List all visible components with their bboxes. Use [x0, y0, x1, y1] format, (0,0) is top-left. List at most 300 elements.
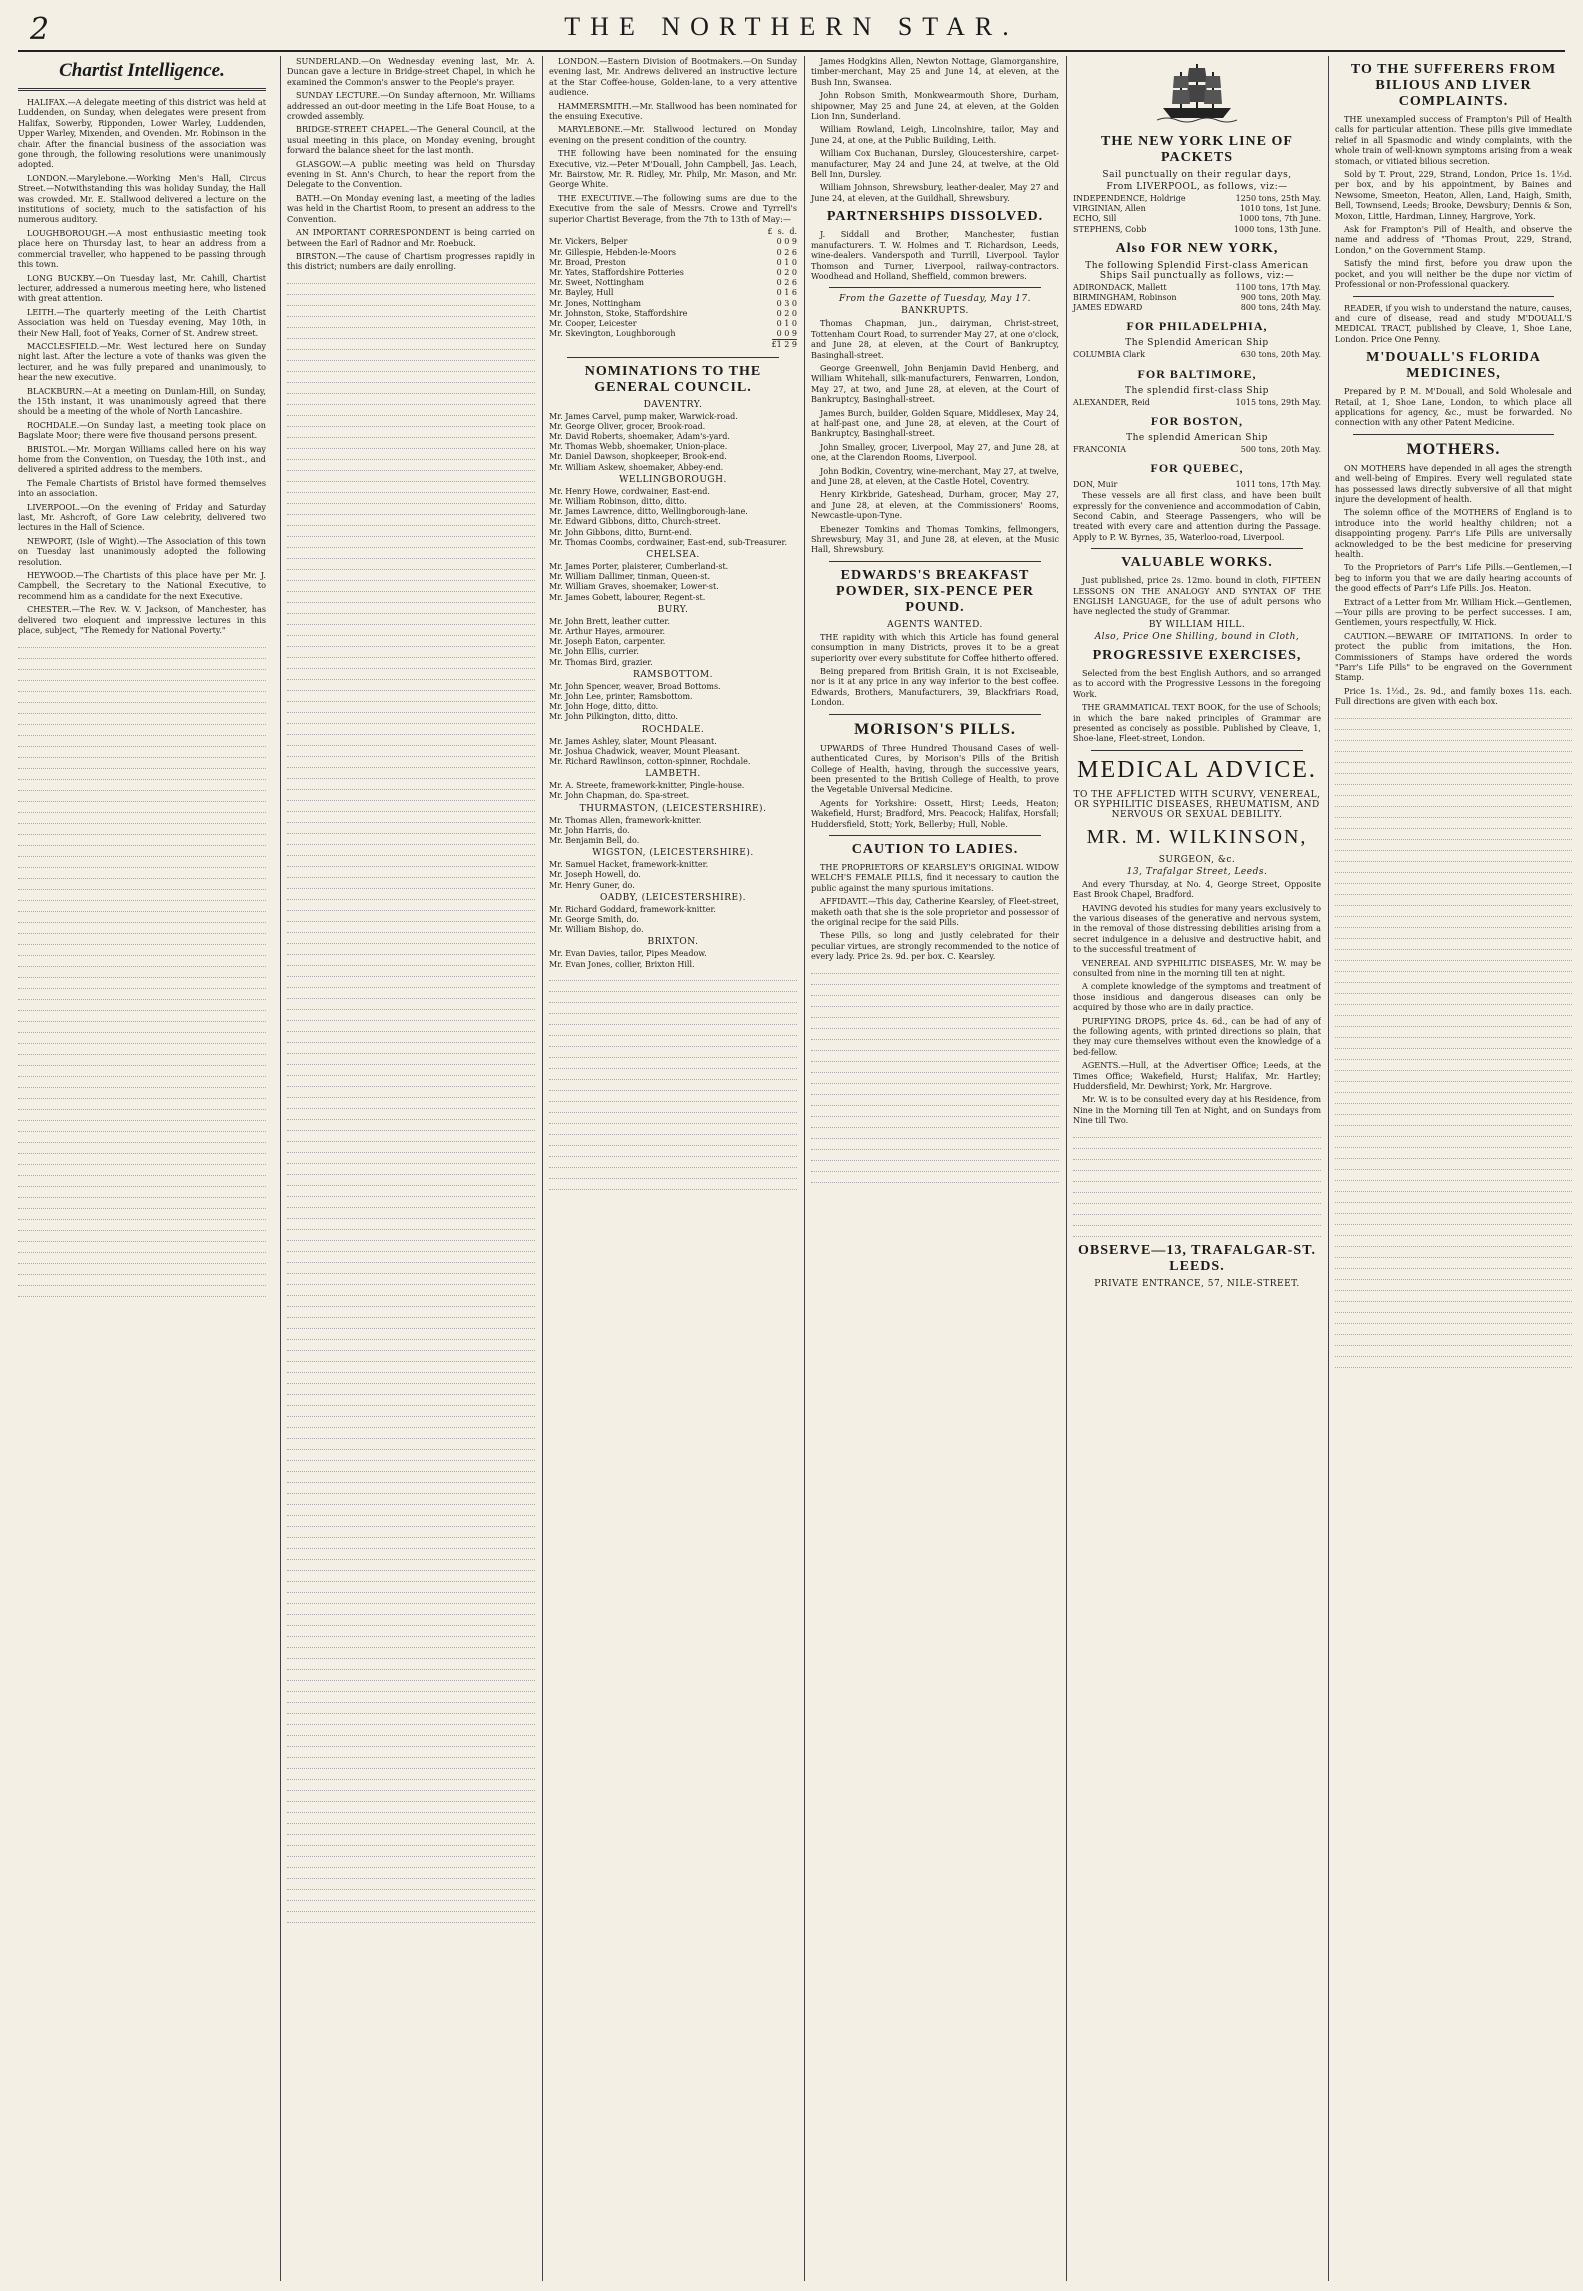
- text-line: [18, 771, 266, 780]
- text-line: [287, 319, 535, 328]
- text-line: [18, 1079, 266, 1088]
- newspaper-title: THE NORTHERN STAR.: [564, 12, 1019, 41]
- partnerships-text: J. Siddall and Brother, Manchester, fustian manufacturers. T. W. Holmes and T. Richardson, Leeds, wine-dealers. Vanderspoth and Turrill, Liverpool. Taylor Thomson and Turner, Liverpool, railway-contractors. Woodhead and Holland, Sheffield, common brewers.: [811, 229, 1059, 281]
- text-line: [287, 1837, 535, 1846]
- text-line: [287, 1848, 535, 1857]
- report-paragraph: NEWPORT, (Isle of Wight).—The Association of this town on Tuesday last unanimously adopted the following resolution.: [18, 535, 266, 567]
- ad-paragraph: Being prepared from British Grain, it is not Exciseable, nor is it at any price in any way inferior to the best coffee. Edwards, Brothers, Manufacturers, 39, Blackfriars Road, London.: [811, 666, 1059, 708]
- text-line: [287, 1606, 535, 1615]
- text-line: [287, 1023, 535, 1032]
- text-line: [18, 1013, 266, 1022]
- text-line: [287, 1573, 535, 1582]
- text-line: [287, 1342, 535, 1351]
- text-line: [287, 990, 535, 999]
- nomination-entry: Mr. Thomas Allen, framework-knitter.: [549, 815, 702, 825]
- text-line: [549, 1104, 797, 1113]
- text-line: [18, 1211, 266, 1220]
- text-line: [1335, 1139, 1572, 1148]
- text-line: [287, 1881, 535, 1890]
- text-line: [1335, 1282, 1572, 1291]
- text-line: [287, 440, 535, 449]
- nomination-entry: Mr. John Gibbons, ditto, Burnt-end.: [549, 527, 692, 537]
- nomination-place: DAVENTRY.: [643, 399, 703, 410]
- text-line: [18, 1134, 266, 1143]
- nomination-place: CHELSEA.: [646, 549, 700, 560]
- ship-list-1: [1073, 194, 1321, 235]
- text-line: [18, 859, 266, 868]
- surgeon-title: SURGEON, &c.: [1158, 854, 1236, 865]
- medical-text: [1073, 879, 1321, 1237]
- text-line: [811, 1042, 1059, 1051]
- mothers-ad: [1335, 463, 1572, 1368]
- ad-paragraph: Price 1s. 1½d., 2s. 9d., and family boxes 11s. each. Full directions are given with each box.: [1335, 685, 1572, 707]
- private-entrance: PRIVATE ENTRANCE, 57, NILE-STREET.: [1094, 1278, 1300, 1289]
- text-line: [287, 1562, 535, 1571]
- text-line: [287, 627, 535, 636]
- readers-text: READER, if you wish to understand the nature, causes, and cure of disease, read and study M'DOUALL'S MEDICAL TRACT, published by Cleave, 1, Shoe Lane, London. Price One Penny.: [1335, 302, 1572, 344]
- report-paragraph: AN IMPORTANT CORRESPONDENT is being carried on between the Earl of Radnor and Mr. Roebuck.: [287, 227, 535, 248]
- passage-text: These vessels are all first class, and have been built expressly for the convenience and accommodation of Cabin, Second Cabin, and Steerage Passengers, who will be treated with every care and attention during the Passage. Apply to P. W. Byrnes, 35, Waterloo-road, Liverpool.: [1073, 490, 1321, 542]
- morisons-pills-heading: MORISON'S PILLS.: [854, 720, 1016, 738]
- text-line: [287, 1386, 535, 1395]
- text-line: [1335, 1238, 1572, 1247]
- sum-row: Mr. Skevington, Loughborough 0 0 9: [549, 329, 797, 339]
- text-line: [18, 1090, 266, 1099]
- text-line: [1073, 1184, 1321, 1193]
- text-line: [287, 484, 535, 493]
- text-line: [18, 1277, 266, 1286]
- text-line: [18, 650, 266, 659]
- text-line: [18, 826, 266, 835]
- ship-row: ECHO, Sill 1000 tons, 7th June.: [1073, 214, 1321, 224]
- chartist-reports-continued: [287, 56, 535, 1923]
- text-line: [287, 1551, 535, 1560]
- text-line: [287, 341, 535, 350]
- text-line: [18, 705, 266, 714]
- nomination-entry: Mr. Samuel Hacket, framework-knitter.: [549, 860, 709, 870]
- nomination-entry: Mr. Richard Goddard, framework-knitter.: [549, 904, 716, 914]
- text-line: [287, 1364, 535, 1373]
- pills-ad: [811, 743, 1059, 829]
- text-line: [287, 1287, 535, 1296]
- report-paragraph: HEYWOOD.—The Chartists of this place have per Mr. J. Campbell, the Secretary to the National Executive, to recommend him as a candidate for the next Executive.: [18, 570, 266, 601]
- ship-row: DON, Muir 1011 tons, 17th May.: [1073, 480, 1321, 490]
- text-line: [287, 495, 535, 504]
- text-line: [287, 957, 535, 966]
- text-line: [18, 727, 266, 736]
- text-line: [1335, 1040, 1572, 1049]
- sum-row: Mr. Gillespie, Hebden-le-Moors 0 2 6: [549, 247, 797, 257]
- text-line: [18, 1145, 266, 1154]
- text-line: [549, 1016, 797, 1025]
- text-line: [287, 330, 535, 339]
- text-line: [287, 924, 535, 933]
- observe-line: OBSERVE—13, TRAFALGAR-ST. LEEDS.: [1077, 1242, 1317, 1274]
- text-line: [1335, 809, 1572, 818]
- also-new-york-sub: The following Splendid First-class American Ships Sail punctually as follows, viz:—: [1085, 260, 1309, 281]
- ad-paragraph: CAUTION.—BEWARE OF IMITATIONS. In order to protect the public from imitations, the Hon. Commissioners of Stamps have ordered the words "Parr's Life Pills" to be engraved on the Government Stamp.: [1335, 630, 1572, 683]
- text-line: [1335, 754, 1572, 763]
- text-line: [287, 1012, 535, 1021]
- text-line: [1335, 1359, 1572, 1368]
- text-line: [1335, 820, 1572, 829]
- text-line: [287, 308, 535, 317]
- nomination-entry: Mr. Thomas Webb, shoemaker, Union-place.: [549, 442, 728, 452]
- text-line: [1335, 1315, 1572, 1324]
- ad-paragraph: AGENTS.—Hull, at the Advertiser Office; Leeds, at the Times Office; Wakefield, Hurst; Halifax, Mr. Hartley; Huddersfield, Mr. Dewhirst; York, Mr. Hargrove.: [1073, 1060, 1321, 1092]
- text-line: [287, 1100, 535, 1109]
- text-line: [287, 275, 535, 284]
- text-line: [287, 847, 535, 856]
- text-line: [287, 704, 535, 713]
- text-line: [18, 1266, 266, 1275]
- text-line: [18, 716, 266, 725]
- text-line: [811, 1075, 1059, 1084]
- nomination-entry: Mr. John Ellis, currier.: [549, 647, 639, 657]
- text-line: [549, 1181, 797, 1190]
- text-line: [18, 694, 266, 703]
- text-line: [287, 1738, 535, 1747]
- text-line: [1335, 1216, 1572, 1225]
- sum-row: Mr. Bayley, Hull 0 1 6: [549, 288, 797, 298]
- text-line: [287, 1265, 535, 1274]
- report-paragraph: BRISTOL.—Mr. Morgan Williams called here on his way home from the Convention, on Tuesday, the 10th inst., and delivered a spirited address to the members.: [18, 443, 266, 475]
- mothers-heading: MOTHERS.: [1406, 440, 1501, 458]
- report-paragraph: BRIDGE-STREET CHAPEL.—The General Council, at the usual meeting in this place, on Monday evening, brought forward the balance sheet for the last month.: [287, 124, 535, 156]
- nomination-entry: Mr. John Lee, printer, Ramsbottom.: [549, 692, 693, 701]
- text-line: [18, 947, 266, 956]
- text-line: [1335, 1128, 1572, 1137]
- report-paragraph: The Female Chartists of Bristol have formed themselves into an association.: [18, 477, 266, 499]
- text-line: [287, 583, 535, 592]
- nomination-place: BRIXTON.: [647, 937, 699, 948]
- nomination-entry: Mr. A. Streete, framework-knitter, Pingle-house.: [549, 781, 745, 791]
- text-line: [18, 903, 266, 912]
- text-line: [18, 760, 266, 769]
- nomination-place: ROCHDALE.: [641, 724, 705, 735]
- text-line: [287, 1804, 535, 1813]
- text-line: [18, 1156, 266, 1165]
- sums-header: £ s. d.: [767, 227, 797, 237]
- text-line: [18, 980, 266, 989]
- text-line: [549, 1082, 797, 1091]
- gazette-heading: From the Gazette of Tuesday, May 17.: [839, 294, 1031, 305]
- text-line: [287, 473, 535, 482]
- destination-heading: FOR PHILADELPHIA,: [1126, 319, 1268, 334]
- bankrupt-entry: John Bodkin, Coventry, wine-merchant, May 27, at twelve, and June 28, at eleven, at the Castle Hotel, Coventry.: [811, 465, 1059, 486]
- text-line: [287, 1111, 535, 1120]
- text-line: [287, 1639, 535, 1648]
- text-line: [18, 782, 266, 791]
- text-line: [287, 297, 535, 306]
- destinations: [1073, 319, 1321, 490]
- nomination-entry: Mr. William Robinson, ditto, ditto.: [549, 496, 687, 506]
- text-line: [18, 1101, 266, 1110]
- ad-paragraph: THE rapidity with which this Article has found general consumption in many Districts, proves it to be a great superiority over every substitute for Coffee hitherto offered.: [811, 631, 1059, 663]
- text-line: [18, 1123, 266, 1132]
- text-line: [549, 983, 797, 992]
- text-line: [1335, 842, 1572, 851]
- text-line: [287, 605, 535, 614]
- report-paragraph: HAMMERSMITH.—Mr. Stallwood has been nominated for the ensuing Executive.: [549, 100, 797, 122]
- text-line: [549, 1170, 797, 1179]
- text-line: [18, 639, 266, 648]
- text-line: [18, 1057, 266, 1066]
- text-line: [18, 1244, 266, 1253]
- text-line: [287, 1078, 535, 1087]
- nomination-place: THURMASTON, (LEICESTERSHIRE).: [579, 803, 767, 814]
- text-line: [287, 286, 535, 295]
- text-line: [811, 1053, 1059, 1062]
- text-line: [1073, 1195, 1321, 1204]
- text-line: [1335, 1117, 1572, 1126]
- bankruptcy-notices: [811, 56, 1059, 203]
- valuable-works-heading: VALUABLE WORKS.: [1121, 555, 1273, 571]
- nomination-entry: Mr. Thomas Bird, grazier.: [549, 657, 653, 667]
- text-line: [287, 1782, 535, 1791]
- sum-row: Mr. Yates, Staffordshire Potteries 0 2 0: [549, 267, 797, 277]
- text-line: [549, 1071, 797, 1080]
- report-paragraph: LONDON.—Eastern Division of Bootmakers.—On Sunday evening last, Mr. Andrews delivered an instructive lecture at the Star Coffee-house, Golden-lane, to a very attentive audience.: [549, 56, 797, 98]
- powder-ad: [811, 632, 1059, 708]
- text-line: [287, 1067, 535, 1076]
- text-line: [18, 1046, 266, 1055]
- text-line: [287, 1166, 535, 1175]
- text-line: [287, 374, 535, 383]
- ship-row: ADIRONDACK, Mallett 1100 tons, 17th May.: [1073, 282, 1321, 292]
- text-line: [287, 1617, 535, 1626]
- nomination-place: BURY.: [657, 604, 689, 615]
- bilious-heading: TO THE SUFFERERS FROM BILIOUS AND LIVER COMPLAINTS.: [1350, 62, 1557, 109]
- nomination-entry: Mr. Thomas Coombs, cordwainer, East-end, sub-Treasurer.: [549, 537, 788, 547]
- ship-row: BIRMINGHAM, Robinson 900 tons, 20th May.: [1073, 293, 1321, 303]
- nomination-entry: Mr. Evan Jones, collier, Brixton Hill.: [549, 959, 695, 969]
- text-line: [549, 1027, 797, 1036]
- text-line: [811, 1108, 1059, 1117]
- text-line: [18, 793, 266, 802]
- bankrupt-entry: Ebenezer Tomkins and Thomas Tomkins, fellmongers, Shrewsbury, May 31, and June 28, at eleven, at the Music Hall, Shrewsbury.: [811, 523, 1059, 555]
- nomination-entry: Mr. James Gobett, labourer, Regent-st.: [549, 592, 706, 602]
- text-line: [287, 913, 535, 922]
- masthead: [18, 10, 1565, 52]
- nomination-entry: Mr. Henry Howe, cordwainer, East-end.: [549, 486, 710, 496]
- report-paragraph: BATH.—On Monday evening last, a meeting of the ladies was held in the Chartist Room, to present an address to the Convention.: [287, 192, 535, 224]
- caution-ad: [811, 862, 1059, 1183]
- text-line: [287, 1914, 535, 1923]
- partnerships-heading: PARTNERSHIPS DISSOLVED.: [826, 209, 1044, 225]
- report-paragraph: MACCLESFIELD.—Mr. West lectured here on Sunday night last. After the lecture a vote of thanks was given the lecturer, and he was fully prepared and unanimously, to hear the new executive.: [18, 340, 266, 383]
- text-line: [18, 661, 266, 670]
- nomination-entry: Mr. Joseph Howell, do.: [549, 870, 641, 880]
- ad-paragraph: UPWARDS of Three Hundred Thousand Cases of well-authenticated Cures, by Morison's Pills of the British College of Health, having, through the successive years, been presented to the British College of Health, to prove the Vegetable Universal Medicine.: [811, 742, 1059, 795]
- bankrupts-heading: BANKRUPTS.: [901, 306, 969, 317]
- report-paragraph: MARYLEBONE.—Mr. Stallwood lectured on Monday evening on the present condition of the country.: [549, 124, 797, 145]
- text-line: [287, 418, 535, 427]
- text-line: [18, 848, 266, 857]
- text-line: [18, 914, 266, 923]
- nominations-list: [549, 400, 797, 1190]
- notice-paragraph: William Rowland, Leigh, Lincolnshire, tailor, May and June 24, at one, at the Public Building, Leith.: [811, 124, 1059, 145]
- text-line: [287, 836, 535, 845]
- text-line: [287, 616, 535, 625]
- text-line: [1335, 1227, 1572, 1236]
- text-line: [549, 1148, 797, 1157]
- nomination-entry: Mr. Henry Guner, do.: [549, 880, 635, 890]
- doctor-name: MR. M. WILKINSON,: [1086, 825, 1308, 848]
- ad-paragraph: And every Thursday, at No. 4, George Street, Opposite East Brook Chapel, Bradford.: [1073, 878, 1321, 900]
- also-new-york: Also FOR NEW YORK,: [1115, 240, 1279, 256]
- text-line: [287, 1694, 535, 1703]
- text-line: [1335, 941, 1572, 950]
- ad-paragraph: AFFIDAVIT.—This day, Catherine Kearsley, of Fleet-street, maketh oath that she is the sole proprietor and possessor of the original recipe for the said Pills.: [811, 896, 1059, 927]
- text-line: [18, 1178, 266, 1187]
- text-line: [1073, 1228, 1321, 1237]
- nomination-entry: Mr. Joshua Chadwick, weaver, Mount Pleasant.: [549, 746, 740, 756]
- nomination-entry: Mr. William Bishop, do.: [549, 925, 644, 935]
- agents-wanted: AGENTS WANTED.: [887, 619, 983, 630]
- text-line: [287, 1474, 535, 1483]
- text-line: [287, 671, 535, 680]
- text-line: [287, 1463, 535, 1472]
- ad-paragraph: Sold by T. Prout, 229, Strand, London, Price 1s. 1½d. per box, and by his appointment, by Baines and Newsome, Smeeton, Heaton, Allen, Land, Haigh, Smith, Bell, Townsend, Leeds; Brooke, Dewsbury; Dennis & Son, Moxon, Little, Hardman, Linney, Hargrove, York.: [1335, 169, 1572, 221]
- text-line: [1335, 1326, 1572, 1335]
- text-line: [287, 1298, 535, 1307]
- ad-paragraph: The solemn office of the MOTHERS of England is to introduce into the world healthy children; not a disappointing progeny. Parr's Life Pills are universally acknowledged to be the best medicine for preserving health.: [1335, 507, 1572, 559]
- nomination-entry: Mr. Daniel Dawson, shopkeeper, Brook-end.: [549, 452, 727, 462]
- text-line: [18, 1288, 266, 1297]
- text-line: [287, 693, 535, 702]
- text-line: [287, 1595, 535, 1604]
- text-line: [1335, 1007, 1572, 1016]
- text-line: [18, 1189, 266, 1198]
- text-line: [1335, 1073, 1572, 1082]
- page-number: 2: [30, 12, 50, 47]
- text-line: [287, 550, 535, 559]
- ad-paragraph: THE PROPRIETORS OF KEARSLEY'S ORIGINAL WIDOW WELCH'S FEMALE PILLS, find it necessary to caution the public against the many spurious imitations.: [811, 861, 1059, 893]
- text-line: [287, 1892, 535, 1901]
- nomination-entry: Mr. William Askew, shoemaker, Abbey-end.: [549, 462, 724, 472]
- report-paragraph: GLASGOW.—A public meeting was held on Thursday evening in St. Ann's Church, to hear the report from the Delegate to the Convention.: [287, 158, 535, 190]
- text-line: [811, 1020, 1059, 1029]
- text-line: [18, 881, 266, 890]
- text-line: [549, 1126, 797, 1135]
- text-line: [1335, 1183, 1572, 1192]
- text-line: [287, 539, 535, 548]
- text-line: [287, 1188, 535, 1197]
- text-line: [811, 1141, 1059, 1150]
- ad-paragraph: HAVING devoted his studies for many years exclusively to the various diseases of the generative and nervous system, in the removal of those distressing debilities arising from a secret indulgence in a delusive and destructive habit, and to the successful treatment of: [1073, 902, 1321, 955]
- text-line: [1335, 908, 1572, 917]
- nomination-entry: Mr. George Smith, do.: [549, 915, 639, 925]
- text-line: [18, 870, 266, 879]
- text-line: [287, 1375, 535, 1384]
- florida-text: Prepared by P. M. M'Douall, and Sold Wholesale and Retail, at 1, Shoe Lane, London, to which place all applications for agency, &c., must be forwarded. No connection with any other Patent Medicine.: [1335, 386, 1572, 428]
- text-line: [287, 1716, 535, 1725]
- nomination-entry: Mr. John Spencer, weaver, Broad Bottoms.: [549, 681, 721, 691]
- text-line: [549, 1093, 797, 1102]
- text-line: [549, 972, 797, 981]
- nomination-entry: Mr. Benjamin Bell, do.: [549, 836, 640, 846]
- text-line: [287, 715, 535, 724]
- ad-paragraph: Extract of a Letter from Mr. William Hick.—Gentlemen,—Your pills are proving to be perfect successes. I am, Gentlemen, yours respectfully, W. Hick.: [1335, 596, 1572, 628]
- text-line: [287, 1507, 535, 1516]
- nomination-entry: Mr. David Roberts, shoemaker, Adam's-yard.: [549, 431, 730, 441]
- text-line: [287, 572, 535, 581]
- destination-sub: The splendid American Ship: [1126, 432, 1268, 443]
- text-line: [287, 1210, 535, 1219]
- text-line: [287, 561, 535, 570]
- text-line: [1073, 1140, 1321, 1149]
- text-line: [811, 1064, 1059, 1073]
- text-line: [287, 1727, 535, 1736]
- nomination-entry: Mr. Richard Rawlinson, cotton-spinner, Rochdale.: [549, 757, 751, 767]
- works-author: BY WILLIAM HILL.: [1148, 619, 1246, 630]
- text-line: [811, 1152, 1059, 1161]
- ship-row: STEPHENS, Cobb 1000 tons, 13th June.: [1073, 224, 1321, 234]
- text-line: [287, 1441, 535, 1450]
- text-line: [287, 517, 535, 526]
- chartist-intelligence-heading: Chartist Intelligence.: [59, 60, 225, 81]
- text-line: [1335, 996, 1572, 1005]
- text-line: [1073, 1173, 1321, 1182]
- text-line: [287, 1056, 535, 1065]
- text-line: [287, 792, 535, 801]
- text-line: [287, 1496, 535, 1505]
- text-line: [287, 528, 535, 537]
- ad-paragraph: THE unexampled success of Frampton's Pill of Health calls for particular attention. These pills give immediate relief in all Spasmodic and windy complaints, with the whole train of well-known symptoms arising from a weak stomach, or vitiated bilious secretion.: [1335, 114, 1572, 166]
- text-line: [1335, 1293, 1572, 1302]
- text-line: [1335, 853, 1572, 862]
- text-line: [1335, 1150, 1572, 1159]
- column-2: [280, 56, 535, 2281]
- text-line: [287, 880, 535, 889]
- text-line: [18, 1222, 266, 1231]
- notice-paragraph: William Cox Buchanan, Dursley, Gloucestershire, carpet-manufacturer, May 24 and June 24, at twelve, at the Old Bell Inn, Dursley.: [811, 148, 1059, 180]
- caution-heading: CAUTION TO LADIES.: [851, 841, 1019, 857]
- text-line: [1335, 875, 1572, 884]
- ad-paragraph: These Pills, so long and justly celebrated for their peculiar virtues, are strongly recommended to the notice of every lady. Price 2s. 9d. per box. C. Kearsley.: [811, 930, 1059, 962]
- text-line: [1335, 886, 1572, 895]
- ship-row: FRANCONIA 500 tons, 20th May.: [1073, 444, 1321, 454]
- text-line: [18, 1002, 266, 1011]
- text-line: [287, 462, 535, 471]
- progressive-text: Selected from the best English Authors, and so arranged as to accord with the Progressive Lessons in the foregoing Work.: [1073, 667, 1321, 699]
- nomination-entry: Mr. Joseph Eaton, carpenter.: [549, 637, 666, 647]
- text-line: [287, 385, 535, 394]
- report-paragraph: LIVERPOOL.—On the evening of Friday and Saturday last, Mr. Ashcroft, of Gore Law celebrity, delivered two lectures in the Hall of Science.: [18, 501, 266, 533]
- report-paragraph: LONDON.—Marylebone.—Working Men's Hall, Circus Street.—Notwithstanding this was holiday Sunday, the Hall was crowded. Mr. E. Stallwood delivered a lecture on the institutions of society, much to the satisfaction of his numerous auditory.: [18, 172, 266, 225]
- text-line: [1335, 1095, 1572, 1104]
- text-line: [549, 1038, 797, 1047]
- text-line: [18, 683, 266, 692]
- text-line: [18, 749, 266, 758]
- nomination-entry: Mr. John Pilkington, ditto, ditto.: [549, 712, 678, 722]
- text-line: [1335, 963, 1572, 972]
- text-line: [287, 1353, 535, 1362]
- london-reports: [549, 56, 797, 224]
- text-line: [549, 1060, 797, 1069]
- destination-heading: FOR BOSTON,: [1150, 413, 1244, 428]
- text-line: [1335, 1172, 1572, 1181]
- destination-sub: The splendid first-class Ship: [1125, 385, 1269, 396]
- ship-row: INDEPENDENCE, Holdrige 1250 tons, 25th May.: [1073, 194, 1321, 203]
- text-line: [287, 781, 535, 790]
- notice-paragraph: William Johnson, Shrewsbury, leather-dealer, May 27 and June 24, at eleven, at the Guildhall, Shrewsbury.: [811, 182, 1059, 203]
- bankrupt-entry: James Burch, builder, Golden Square, Middlesex, May 24, at half-past one, and June 28, at eleven, at the Court of Bankruptcy, Basinghall-street.: [811, 407, 1059, 439]
- text-line: [18, 892, 266, 901]
- text-line: [18, 969, 266, 978]
- report-paragraph: LOUGHBOROUGH.—A most enthusiastic meeting took place here on Thursday last, to hear an address from a commercial traveller, who happened to be passing through this town.: [18, 227, 266, 270]
